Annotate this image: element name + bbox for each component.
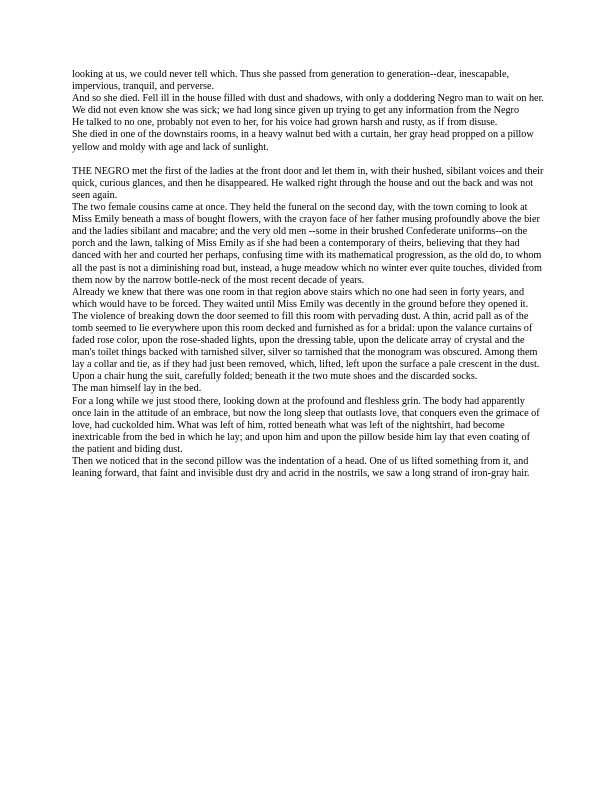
paragraph: Already we knew that there was one room in that region above stairs which no one had seen in forty years, and which would have to be forced. They waited until Miss Emily was decently in the ground before they opened it.	[72, 286, 529, 310]
paragraph: Then we noticed that in the second pillow was the indentation of a head. One of us lifted something from it, and leaning forward, that faint and invisible dust dry and acrid in the nostrils, we saw a long strand of iron-gray hair.	[72, 456, 530, 480]
paragraph: The man himself lay in the bed.	[72, 383, 202, 395]
paragraph: The violence of breaking down the door seemed to fill this room with pervading dust. A thin, acrid pall as of the tomb seemed to lie everywhere upon this room decked and furnished as for a bridal: upon the valance curtains of faded rose color, upon the rose-shaded lights, upon the dressing table, upon the delicate array of crystal and the man's toilet things backed with tarnished silver, silver so tarnished that the monogram was obscured. Among them lay a collar and tie, as if they had just been removed, which, lifted, left upon the surface a pale crescent in the dust. Upon a chair hung the suit, carefully folded; beneath it the two mute shoes and the discarded socks.	[72, 310, 540, 383]
paragraph: For a long while we just stood there, looking down at the profound and fleshless grin. The body had apparently once lain in the attitude of an embrace, but now the long sleep that outlasts love, that conquers even the grimace of love, had cuckolded him. What was left of him, rotted beneath what was left of the nightshirt, had become inextricable from the bed in which he lay; and upon him and upon the pillow beside him lay that even coating of the patient and biding dust.	[72, 395, 540, 455]
story-text-block	[72, 69, 544, 480]
paragraph: He talked to no one, probably not even to her, for his voice had grown harsh and rusty, as if from disuse.	[72, 117, 498, 129]
section-break	[72, 154, 544, 166]
paragraph: looking at us, we could never tell which. Thus she passed from generation to generation--dear, inescapable, impervious, tranquil, and perverse.	[72, 69, 510, 93]
paragraph: The two female cousins came at once. They held the funeral on the second day, with the town coming to look at Miss Emily beneath a mass of bought flowers, with the crayon face of her father musing profoundly above the bier and the ladies sibilant and macabre; and the very old men --some in their brushed Confederate uniforms--on the porch and the lawn, talking of Miss Emily as if she had been a contemporary of theirs, believing that they had danced with her and courted her perhaps, confusing time with its mathematical progression, as the old do, to whom all the past is not a diminishing road but, instead, a huge meadow which no winter ever quite touches, divided from them now by the narrow bottle-neck of the most recent decade of years.	[72, 202, 542, 286]
paragraph: She died in one of the downstairs rooms, in a heavy walnut bed with a curtain, her gray head propped on a pillow yellow and moldy with age and lack of sunlight.	[72, 129, 534, 153]
paragraph: And so she died. Fell ill in the house filled with dust and shadows, with only a doddering Negro man to wait on her. We did not even know she was sick; we had long since given up trying to get any information from the Negro	[72, 93, 544, 117]
paragraph: THE NEGRO met the first of the ladies at the front door and let them in, with their hushed, sibilant voices and their quick, curious glances, and then he disappeared. He walked right through the house and out the back and was not seen again.	[72, 165, 544, 201]
